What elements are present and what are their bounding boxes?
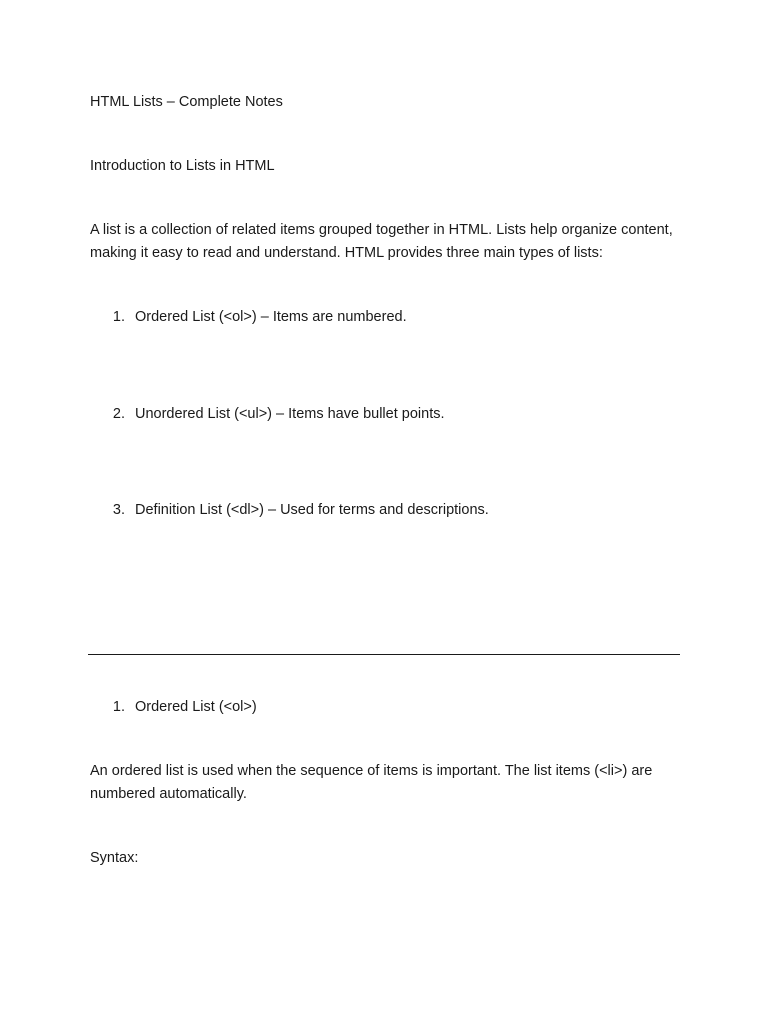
list-item-definition — [90, 499, 489, 522]
section-heading-ordered-list — [90, 696, 257, 719]
section-heading-text: Ordered List (<ol>) — [135, 699, 257, 715]
document-title: HTML Lists – Complete Notes — [90, 94, 283, 110]
section-paragraph: An ordered list is used when the sequence of items is important. The list items (<li>) are numbered automatically. — [90, 763, 653, 802]
list-item-ordered — [90, 306, 407, 329]
section-number: 1. — [112, 699, 125, 715]
horizontal-divider — [88, 654, 680, 655]
list-item-text: Unordered List (<ul>) – Items have bullet points. — [135, 406, 445, 422]
list-item-unordered — [90, 403, 445, 426]
syntax-label: Syntax: — [90, 850, 139, 866]
list-item-number: 1. — [112, 309, 125, 325]
list-item-number: 3. — [112, 502, 125, 518]
list-item-number: 2. — [112, 406, 125, 422]
list-item-text: Definition List (<dl>) – Used for terms and descriptions. — [135, 502, 489, 518]
list-item-text: Ordered List (<ol>) – Items are numbered. — [135, 309, 407, 325]
intro-heading: Introduction to Lists in HTML — [90, 158, 275, 174]
intro-paragraph: A list is a collection of related items grouped together in HTML. Lists help organize content, making it easy to read and understand. HTML provides three main types of lists: — [90, 222, 673, 261]
